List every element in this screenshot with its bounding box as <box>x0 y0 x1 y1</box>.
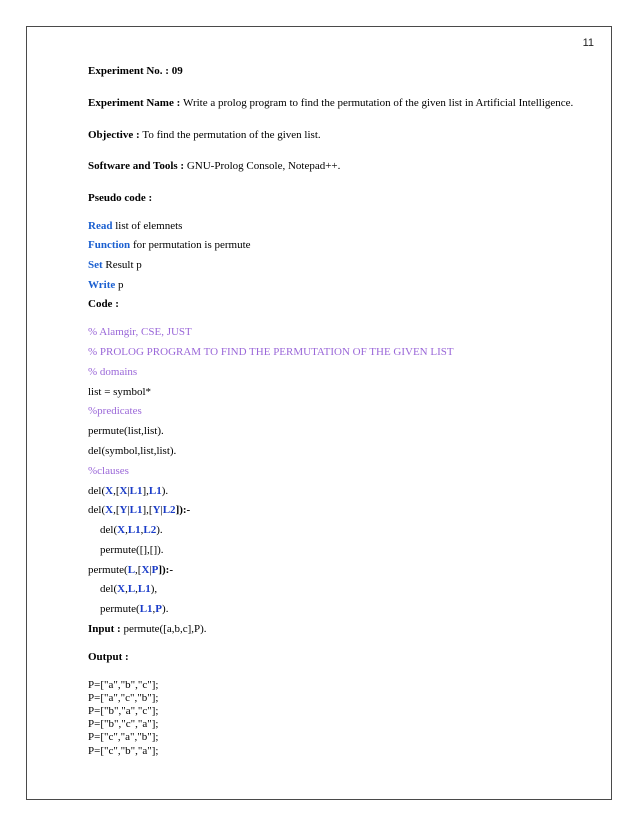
code-var: Y <box>119 504 128 517</box>
pseudo-keyword: Write <box>88 278 116 291</box>
experiment-no <box>88 65 608 79</box>
input-value: permute([a,b,c],P). <box>123 623 207 636</box>
code-var: L1 <box>139 603 153 616</box>
code-line: list = symbol* <box>88 385 152 398</box>
code-var: L1 <box>148 484 162 497</box>
code-line <box>88 524 608 544</box>
pseudo-line <box>88 239 608 259</box>
output-line: P=["c","b","a"]; <box>88 744 159 757</box>
code-token: ]):- <box>175 504 191 517</box>
output-line: P=["c","a","b"]; <box>88 731 159 744</box>
code-var: L1 <box>129 504 143 517</box>
code-line: del(symbol,list,list). <box>88 444 177 457</box>
code-token: ,[ <box>113 504 120 517</box>
output-block <box>88 679 608 758</box>
experiment-no-label: Experiment No. : <box>88 65 172 77</box>
code-var: P <box>155 603 163 616</box>
code-token: ,[ <box>113 484 120 497</box>
code-comment: %clauses <box>88 464 129 477</box>
code-var: Y <box>152 504 161 517</box>
code-token: ). <box>161 484 169 497</box>
output-line: P=["a","b","c"]; <box>88 678 159 691</box>
input-label: Input : <box>88 623 124 636</box>
code-var: X <box>119 484 128 497</box>
code-var: L1 <box>127 524 141 537</box>
code-comment: % domains <box>88 365 138 378</box>
code-heading: Code : <box>88 298 119 311</box>
code-line <box>88 504 608 524</box>
pseudo-text: list of elemnets <box>112 219 183 232</box>
experiment-name-label: Experiment Name : <box>88 96 184 109</box>
code-comment: % Alamgir, CSE, JUST <box>88 326 192 339</box>
pseudo-keyword: Read <box>88 219 113 232</box>
code-token: , <box>125 524 128 537</box>
code-token: | <box>127 504 130 517</box>
code-var: L2 <box>162 504 176 517</box>
pseudo-text: Result p <box>102 258 142 271</box>
code-line <box>88 564 608 584</box>
code-line: permute(list,list). <box>88 425 164 438</box>
code-line <box>88 603 608 623</box>
output-line: P=["b","c","a"]; <box>88 718 159 731</box>
code-token: , <box>140 524 144 537</box>
output-heading: Output : <box>88 650 129 663</box>
code-token: ]):- <box>158 563 174 576</box>
code-var: L2 <box>143 524 157 537</box>
code-token: del( <box>100 524 118 537</box>
code-block <box>88 326 608 623</box>
code-line <box>88 485 608 505</box>
pseudo-line <box>88 220 608 240</box>
input-line <box>88 623 608 643</box>
code-line <box>88 583 608 603</box>
pseudo-text: p <box>115 278 124 291</box>
objective <box>88 129 608 143</box>
code-token: del( <box>88 504 106 517</box>
code-token: ). <box>156 524 163 537</box>
pseudo-code <box>88 220 608 298</box>
code-var: L1 <box>137 583 151 596</box>
code-token: | <box>160 504 163 517</box>
code-token: , <box>135 583 138 596</box>
code-token: ), <box>150 583 158 596</box>
code-token: permute( <box>88 563 128 576</box>
document-body <box>88 65 608 758</box>
code-token: , <box>125 583 128 596</box>
code-var: X <box>105 484 114 497</box>
output-line: P=["a","c","b"]; <box>88 691 159 704</box>
code-token: , <box>152 603 156 616</box>
code-token: permute( <box>100 603 140 616</box>
code-comment: %predicates <box>88 405 142 418</box>
code-var: X <box>105 504 114 517</box>
code-var: X <box>117 524 126 537</box>
code-line: permute([],[]). <box>100 543 164 556</box>
pseudo-keyword: Function <box>88 239 131 252</box>
code-token: del( <box>88 484 106 497</box>
code-var: L1 <box>129 484 143 497</box>
code-token: ,[ <box>135 563 142 576</box>
code-var: X <box>141 563 150 576</box>
code-var: L <box>127 583 136 596</box>
code-var: P <box>151 563 159 576</box>
pseudo-line <box>88 259 608 279</box>
experiment-name <box>88 97 608 111</box>
pseudo-heading: Pseudo code : <box>88 192 153 204</box>
code-token: | <box>149 563 152 576</box>
code-token: ],[ <box>142 504 153 517</box>
code-var: X <box>117 583 126 596</box>
page-number: 11 <box>582 37 594 49</box>
pseudo-keyword: Set <box>88 258 103 271</box>
code-token: | <box>127 484 130 497</box>
objective-label: Objective : <box>88 128 143 141</box>
experiment-name-value: Write a prolog program to find the permutation of the given list in Artificial Intelligence. <box>183 96 574 109</box>
software-label: Software and Tools : <box>88 160 187 173</box>
pseudo-text: for permutation is permute <box>130 239 251 252</box>
software-tools <box>88 160 608 174</box>
software-value: GNU-Prolog Console, Notepad++. <box>186 160 341 173</box>
code-token: del( <box>100 583 118 596</box>
code-comment: % PROLOG PROGRAM TO FIND THE PERMUTATION OF THE GIVEN LIST <box>88 345 454 358</box>
objective-value: To find the permutation of the given list. <box>142 128 321 141</box>
code-token: ). <box>162 603 169 616</box>
experiment-no-value: 09 <box>171 65 183 77</box>
output-line: P=["b","a","c"]; <box>88 705 159 717</box>
pseudo-line <box>88 279 608 299</box>
code-token: ], <box>142 484 149 497</box>
code-var: L <box>127 563 136 576</box>
